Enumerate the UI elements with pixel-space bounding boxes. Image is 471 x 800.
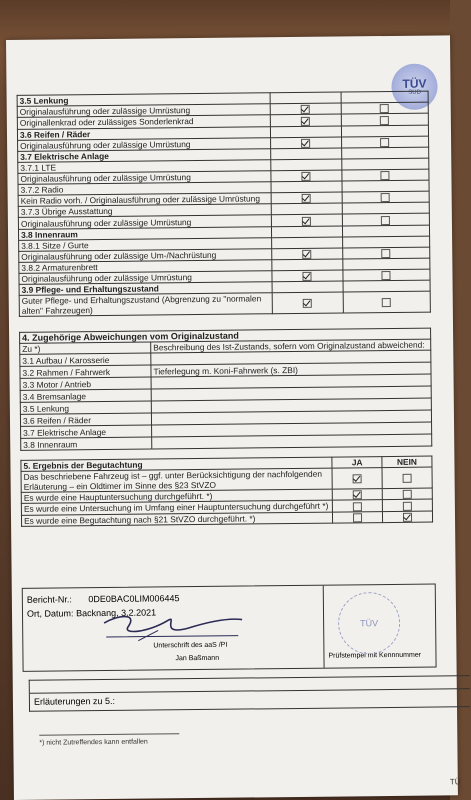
- ja-checkbox: [353, 502, 362, 511]
- ja-checkbox: [302, 194, 311, 203]
- tuv-logo-main: TÜV: [402, 76, 427, 91]
- ja-cell: [271, 181, 342, 193]
- ja-cell: [270, 92, 341, 104]
- nein-cell: [342, 191, 429, 203]
- ja-cell: [270, 126, 341, 138]
- ort-label: Ort, Datum:: [26, 608, 74, 619]
- table-row: [19, 291, 430, 316]
- footnote: *) nicht Zutreffendes kann entfallen: [39, 738, 148, 747]
- nein-cell: [382, 499, 432, 511]
- erlaeuterungen-label: Erläuterungen zu 5.:: [33, 695, 116, 707]
- section-heading: 3.9 Pflege- und Erhaltungszustand: [19, 282, 272, 296]
- nein-cell: [382, 488, 432, 500]
- row-label: 3.7.2 Radio: [18, 182, 271, 196]
- divider: [323, 586, 325, 668]
- ja-checkbox: [303, 272, 312, 281]
- ja-cell: [332, 468, 382, 490]
- ja-cell: [271, 214, 342, 226]
- ja-checkbox: [301, 139, 310, 148]
- row-label: Originalausführung oder zulässige Umrüstung: [18, 137, 271, 151]
- section5-ja-header: JA: [332, 457, 382, 469]
- ja-checkbox: [353, 491, 362, 500]
- section-heading: 3.5 Lenkung: [17, 93, 270, 107]
- nein-cell: [342, 180, 429, 192]
- ja-checkbox: [302, 172, 311, 181]
- row-label: Kein Radio vorh. / Originalausführung oder zulässige Umrüstung: [18, 193, 271, 207]
- nein-checkbox: [403, 501, 412, 510]
- row-label: 3.7.3 Übrige Ausstattung: [18, 204, 271, 218]
- ja-cell: [271, 159, 342, 171]
- bericht-label: Bericht-Nr.:: [26, 594, 72, 605]
- ja-cell: [333, 511, 383, 523]
- section5-title: 5. Ergebnis der Begutachtung: [21, 457, 333, 471]
- ja-cell: [270, 148, 341, 160]
- signature-caption: Unterschrift des aaS /PI: [153, 641, 228, 650]
- ja-checkbox: [353, 474, 362, 483]
- stamp-text: TÜV: [360, 618, 379, 629]
- nein-cell: [342, 202, 429, 214]
- row-label: 3.8.2 Armaturenbrett: [19, 260, 272, 274]
- nein-checkbox: [381, 193, 390, 202]
- section4-col-left: Zu *): [20, 342, 151, 354]
- deviation-category: 3.4 Bremsanlage: [20, 389, 151, 402]
- ja-cell: [271, 170, 342, 182]
- stamp-caption: Prüfstempel mit Kennnummer: [328, 651, 422, 660]
- ja-cell: [333, 500, 383, 512]
- bericht-number: 0DE0BAC0LIM006445: [88, 593, 180, 605]
- inspection-table: [17, 91, 431, 318]
- ort-value: Backnang, 3.2.2021: [75, 607, 157, 619]
- deviation-description: Tieferlegung m. Koni-Fahrwerk (s. ZBI): [151, 362, 431, 377]
- section-heading: 3.8 Innenraum: [18, 226, 271, 240]
- inspection-stamp-icon: [338, 592, 401, 655]
- row-label: 3.8.1 Sitze / Gurte: [19, 237, 272, 251]
- nein-cell: [341, 91, 428, 103]
- handwritten-signature: [98, 605, 248, 647]
- ja-cell: [271, 203, 342, 215]
- nein-checkbox: [403, 474, 412, 483]
- deviation-category: 3.1 Aufbau / Karosserie: [20, 353, 151, 366]
- ja-cell: [270, 137, 341, 149]
- nein-cell: [382, 511, 432, 523]
- nein-checkbox: [382, 249, 391, 258]
- ja-checkbox: [302, 250, 311, 259]
- ja-cell: [272, 259, 343, 271]
- nein-cell: [342, 258, 429, 270]
- result-label: Es wurde eine Untersuchung im Umfang einer Hauptuntersuchung durchgeführt *): [21, 500, 333, 515]
- section5-nein-header: NEIN: [382, 456, 432, 468]
- ja-cell: [271, 237, 342, 249]
- tuv-logo-sub: SÜD: [408, 89, 421, 96]
- nein-cell: [341, 147, 428, 159]
- deviation-category: 3.2 Rahmen / Fahrwerk: [20, 365, 151, 378]
- deviation-category: 3.7 Elektrische Anlage: [21, 425, 152, 438]
- deviation-category: 3.3 Motor / Antrieb: [20, 377, 151, 390]
- ja-checkbox: [301, 105, 310, 114]
- row-label: 3.7.1 LTE: [18, 160, 271, 174]
- deviation-category: 3.5 Lenkung: [20, 401, 151, 414]
- row-label: Originalausführung oder zulässige Umrüstung: [19, 271, 272, 285]
- row-label: Originalausführung oder zulässige Umrüstung: [17, 104, 270, 118]
- nein-checkbox: [380, 104, 389, 113]
- nein-checkbox: [403, 490, 412, 499]
- row-label: Originallenkrad oder zulässiges Sonderlenkrad: [17, 115, 270, 129]
- result-label: Es wurde eine Hauptuntersuchung durchgeführt. *): [21, 489, 333, 504]
- nein-cell: [342, 236, 429, 248]
- nein-cell: [343, 291, 431, 313]
- nein-cell: [342, 169, 429, 181]
- ja-cell: [333, 489, 383, 501]
- nein-cell: [341, 102, 428, 114]
- nein-cell: [343, 280, 430, 292]
- ja-checkbox: [301, 116, 310, 125]
- row-label: Originalausführung oder zulässige Umrüstung: [18, 215, 271, 229]
- section-heading: 3.7 Elektrische Anlage: [18, 149, 271, 163]
- ja-cell: [271, 248, 342, 260]
- nein-cell: [342, 213, 429, 225]
- nein-checkbox: [382, 271, 391, 280]
- deviation-category: 3.8 Innenraum: [21, 437, 152, 450]
- row-label: Originalausführung oder zulässige Umrüstung: [18, 171, 271, 185]
- nein-cell: [341, 125, 428, 137]
- ja-cell: [270, 114, 341, 126]
- ja-checkbox: [353, 513, 362, 522]
- section4-table: [19, 328, 432, 451]
- ja-cell: [272, 281, 343, 293]
- nein-checkbox: [381, 171, 390, 180]
- nein-checkbox: [380, 138, 389, 147]
- row-label: Guter Pflege- und Erhaltungszustand (Abgrenzung zu "normalen alten" Fahrzeugen): [19, 293, 272, 317]
- nein-cell: [341, 113, 428, 125]
- section5-table: [20, 456, 433, 527]
- nein-checkbox: [381, 216, 390, 225]
- nein-cell: [341, 136, 428, 148]
- section-heading: 3.6 Reifen / Räder: [17, 126, 270, 140]
- nein-checkbox: [382, 298, 391, 307]
- document-page: [6, 35, 461, 800]
- nein-cell: [343, 269, 430, 281]
- signer-name: Jan Baßmann: [175, 654, 220, 663]
- ja-cell: [271, 226, 342, 238]
- result-label: Es wurde eine Begutachtung nach §21 StVZO durchgeführt. *): [21, 512, 333, 527]
- edge-mark: TÜ: [449, 777, 461, 787]
- divider: [30, 688, 470, 694]
- ja-cell: [271, 192, 342, 204]
- nein-cell: [342, 247, 429, 259]
- section4-col-right: Beschreibung des Ist-Zustands, sofern vom Originalzustand abweichend:: [151, 339, 431, 353]
- nein-checkbox: [403, 513, 412, 522]
- ja-cell: [272, 270, 343, 282]
- result-label: Das beschriebene Fahrzeug ist – ggf. unter Berücksichtigung der nachfolgenden Erläuterung – ein Oldtimer im Sinne des §23 StVZO: [21, 468, 333, 492]
- erlaeuterungen-box: [29, 675, 470, 712]
- ja-cell: [270, 103, 341, 115]
- nein-checkbox: [380, 116, 389, 125]
- ja-checkbox: [303, 299, 312, 308]
- deviation-category: 3.6 Reifen / Räder: [20, 413, 151, 426]
- nein-cell: [341, 158, 428, 170]
- ja-cell: [272, 292, 343, 314]
- nein-cell: [342, 225, 429, 237]
- row-label: Originalausführung oder zulässige Um-/Nachrüstung: [19, 248, 272, 262]
- deviation-description: [152, 434, 432, 449]
- nein-cell: [382, 467, 432, 489]
- section4-title: 4. Zugehörige Abweichungen vom Originalzustand: [20, 328, 431, 343]
- ja-checkbox: [302, 217, 311, 226]
